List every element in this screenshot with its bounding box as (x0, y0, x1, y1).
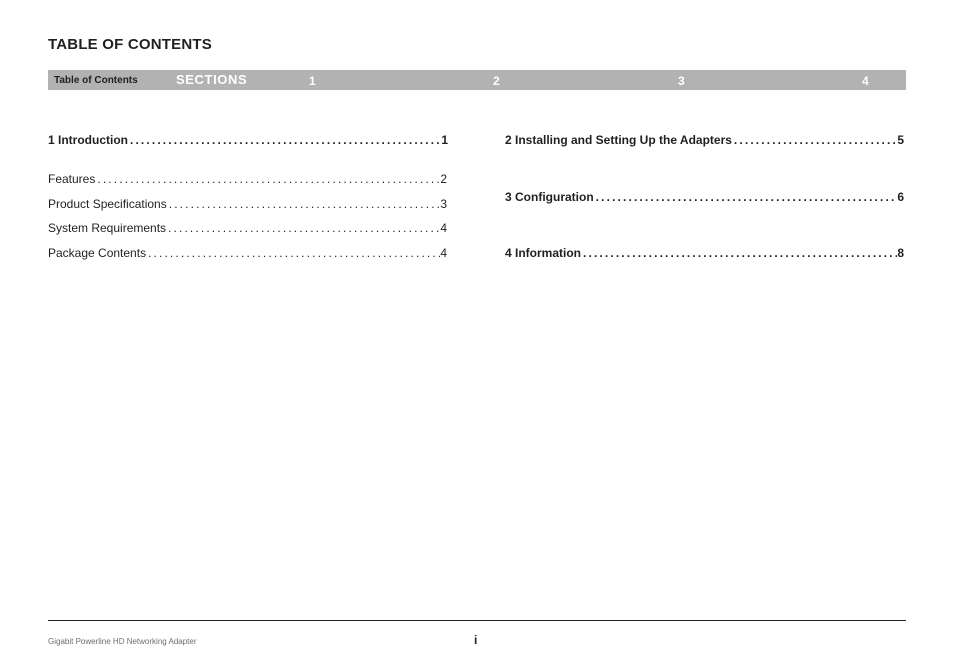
footer-product-name: Gigabit Powerline HD Networking Adapter (48, 637, 197, 646)
toc-leader-dots (128, 133, 441, 147)
nav-table-of-contents-link[interactable]: Table of Contents (54, 75, 138, 86)
toc-entry-page: 8 (897, 246, 904, 260)
toc-entry-label: Features (48, 172, 96, 186)
toc-entry-page: 6 (897, 190, 904, 204)
toc-entry-system-requirements[interactable] (48, 221, 447, 235)
toc-entry-page: 4 (440, 221, 447, 235)
footer-page-number: i (474, 633, 478, 647)
nav-section-3-link[interactable]: 3 (678, 74, 685, 88)
footer-divider (48, 620, 906, 621)
toc-leader-dots (167, 197, 441, 211)
toc-leader-dots (95, 172, 440, 186)
toc-entry-product-specifications[interactable] (48, 197, 447, 211)
toc-entry-features[interactable] (48, 172, 447, 186)
nav-sections-label: SECTIONS (176, 72, 248, 87)
toc-entry-package-contents[interactable] (48, 246, 447, 260)
toc-entry-introduction[interactable] (48, 133, 448, 147)
nav-section-1-link[interactable]: 1 (309, 74, 316, 88)
toc-leader-dots (146, 246, 440, 260)
toc-entry-label: Product Specifications (48, 197, 167, 211)
toc-entry-label: 2 Installing and Setting Up the Adapters (505, 133, 732, 147)
toc-entry-information[interactable] (505, 246, 904, 260)
toc-entry-installing[interactable] (505, 133, 904, 147)
toc-leader-dots (166, 221, 440, 235)
toc-entry-page: 2 (440, 172, 447, 186)
toc-entry-page: 1 (441, 133, 448, 147)
section-nav-bar (48, 70, 906, 90)
toc-entry-label: Package Contents (48, 246, 147, 260)
toc-entry-page: 3 (440, 197, 447, 211)
nav-section-2-link[interactable]: 2 (493, 74, 500, 88)
toc-leader-dots (594, 190, 898, 204)
toc-entry-page: 4 (440, 246, 447, 260)
toc-entry-label: 3 Configuration (505, 190, 594, 204)
toc-entry-configuration[interactable] (505, 190, 904, 204)
nav-section-4-link[interactable]: 4 (862, 74, 869, 88)
page-title: TABLE OF CONTENTS (48, 36, 212, 53)
toc-leader-dots (581, 246, 897, 260)
toc-entry-label: System Requirements (48, 221, 167, 235)
toc-leader-dots (732, 133, 897, 147)
toc-entry-label: 4 Information (505, 246, 582, 260)
toc-entry-label: 1 Introduction (48, 133, 128, 147)
toc-entry-page: 5 (897, 133, 904, 147)
